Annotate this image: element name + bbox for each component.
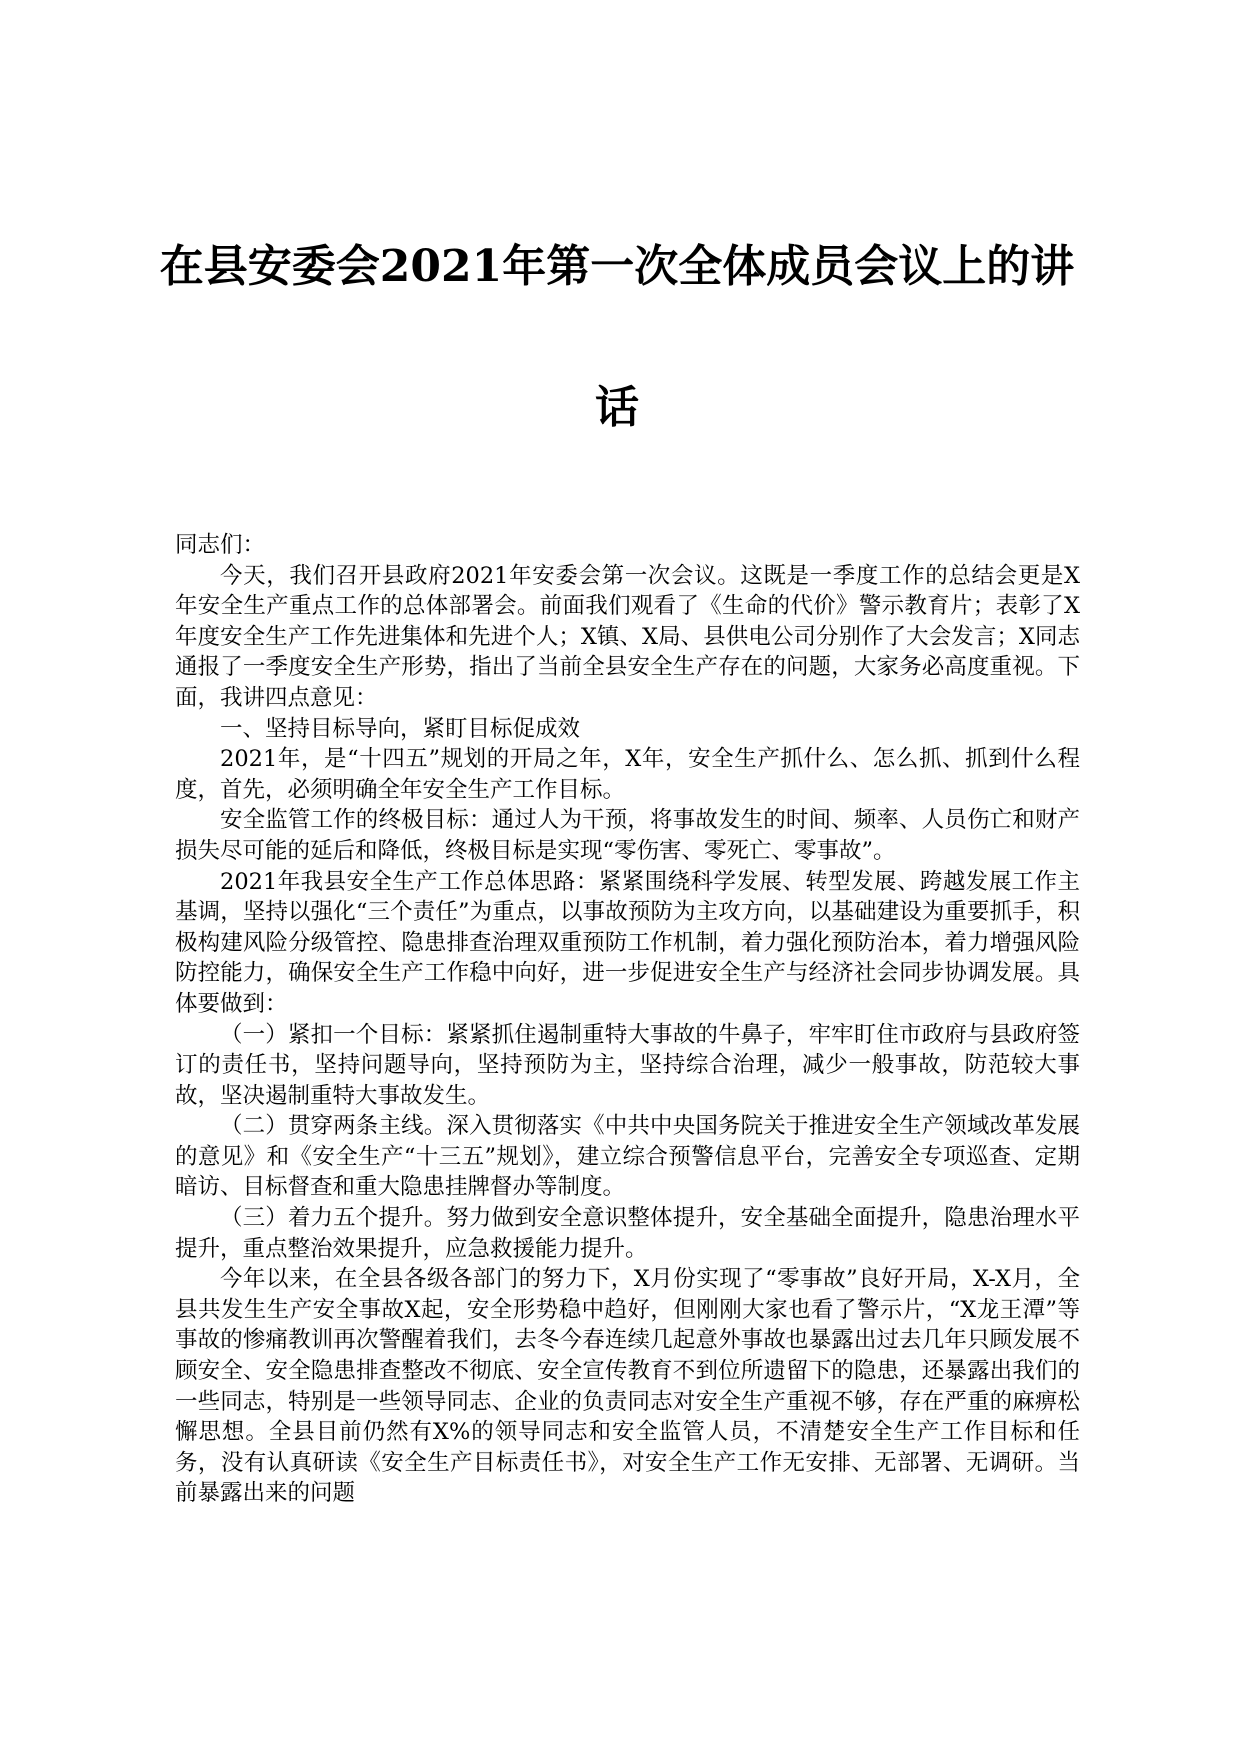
paragraph: 安全监管工作的终极目标：通过人为干预，将事故发生的时间、频率、人员伤亡和财产损失尽可能的延后和降低，终极目标是实现“零伤害、零死亡、零事故”。 [175, 807, 1080, 864]
paragraph: 2021年我县安全生产工作总体思路：紧紧围绕科学发展、转型发展、跨越发展工作主基调，坚持以强化“三个责任”为重点，以事故预防为主攻方向，以基础建设为重要抓手，积极构建风险分级管控、隐患排查治理双重预防工作机制，着力强化预防治本，着力增强风险防控能力，确保安全生产工作稳中向好，进一步促进安全生产与经济社会同步协调发展。具体要做到： [175, 868, 1080, 1017]
section-heading: 一、坚持目标导向，紧盯目标促成效 [220, 715, 581, 742]
document-title-line-1: 在县安委会2021年第一次全体成员会议上的讲 [159, 241, 1075, 292]
paragraph: （二）贯穿两条主线。深入贯彻落实《中共中央国务院关于推进安全生产领域改革发展的意见》和《安全生产“十三五”规划》，建立综合预警信息平台，完善安全专项巡查、定期暗访、目标督查和重大隐患挂牌督办等制度。 [175, 1113, 1080, 1201]
paragraph: （一）紧扣一个目标：紧紧抓住遏制重特大事故的牛鼻子，牢牢盯住市政府与县政府签订的责任书，坚持问题导向，坚持预防为主，坚持综合治理，减少一般事故，防范较大事故，坚决遏制重特大事故发生。 [175, 1021, 1080, 1109]
document-body [175, 530, 1080, 1509]
document-title-line-2: 话 [595, 382, 639, 433]
paragraph: 今天，我们召开县政府2021年安委会第一次会议。这既是一季度工作的总结会更是X年安全生产重点工作的总体部署会。前面我们观看了《生命的代价》警示教育片；表彰了X年度安全生产工作先进集体和先进个人；X镇、X局、县供电公司分别作了大会发言；X同志通报了一季度安全生产形势，指出了当前全县安全生产存在的问题，大家务必高度重视。下面，我讲四点意见： [175, 562, 1080, 711]
paragraph: （三）着力五个提升。努力做到安全意识整体提升，安全基础全面提升，隐患治理水平提升，重点整治效果提升，应急救援能力提升。 [175, 1205, 1080, 1262]
paragraph: 2021年，是“十四五”规划的开局之年，X年，安全生产抓什么、怎么抓、抓到什么程度，首先，必须明确全年安全生产工作目标。 [175, 746, 1080, 803]
paragraph: 今年以来，在全县各级各部门的努力下，X月份实现了“零事故”良好开局，X-X月，全县共发生生产安全事故X起，安全形势稳中趋好，但刚刚大家也看了警示片，“X龙王潭”等事故的惨痛教训再次警醒着我们，去冬今春连续几起意外事故也暴露出过去几年只顾发展不顾安全、安全隐患排查整改不彻底、安全宣传教育不到位所遗留下的隐患，还暴露出我们的一些同志，特别是一些领导同志、企业的负责同志对安全生产重视不够，存在严重的麻痹松懈思想。全县目前仍然有X%的领导同志和安全监管人员，不清楚安全生产工作目标和任务，没有认真研读《安全生产目标责任书》，对安全生产工作无安排、无部署、无调研。当前暴露出来的问题 [175, 1266, 1080, 1507]
salutation: 同志们： [175, 532, 266, 558]
